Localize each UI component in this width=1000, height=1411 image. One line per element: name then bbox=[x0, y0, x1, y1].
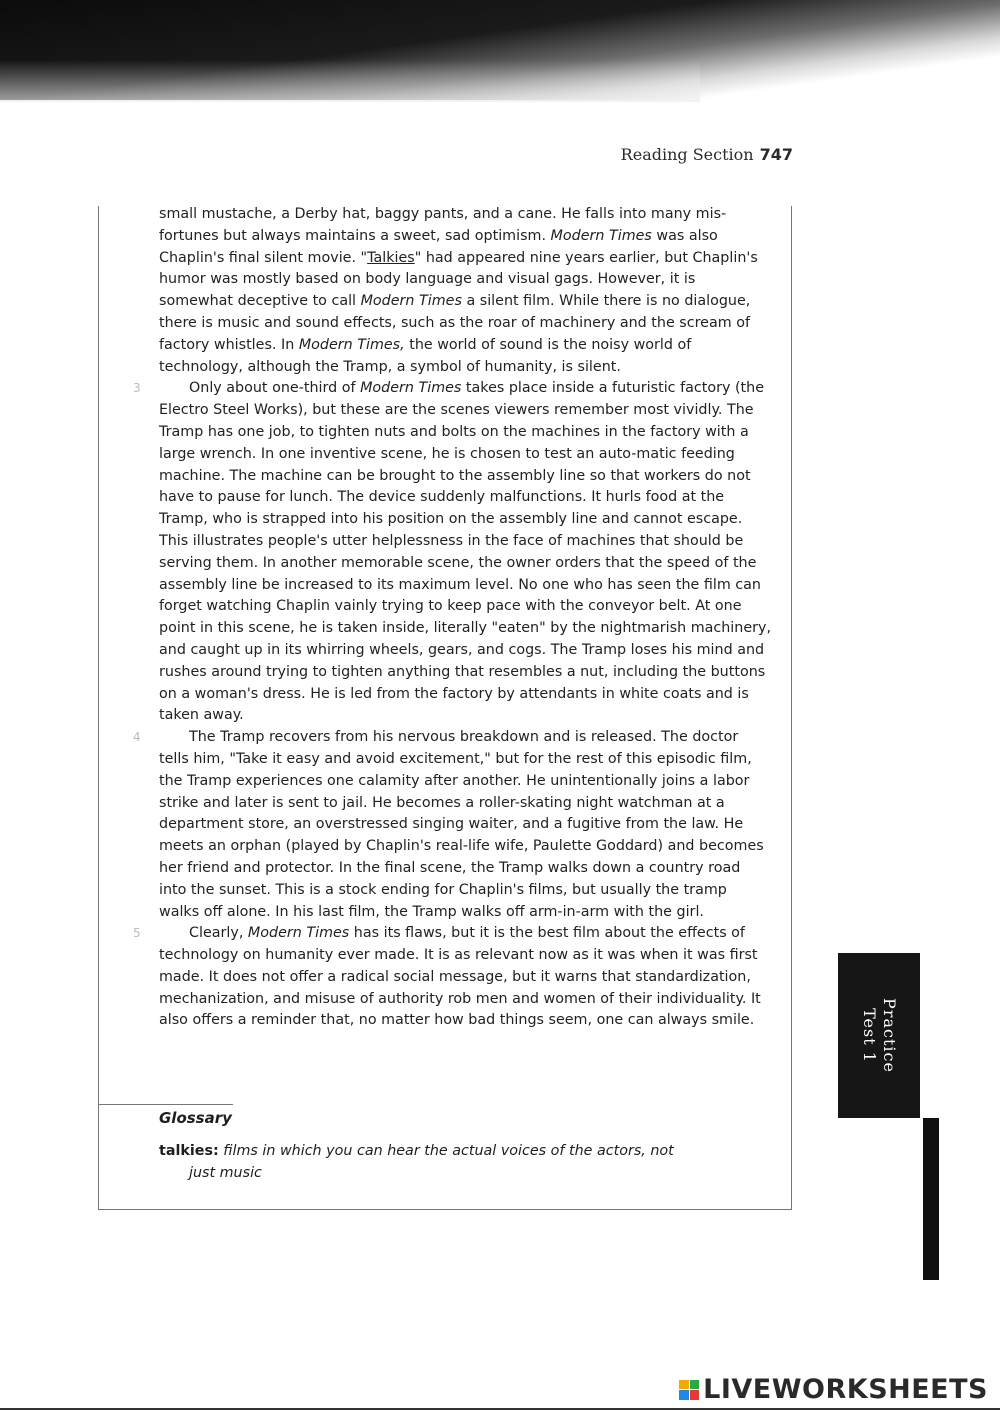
glossary-title: Glossary bbox=[159, 1109, 232, 1127]
text-segment: a silent film. While there is no dialogue, there is music and sound effects, such as the roar of machinery and the scream of factory whistles. In bbox=[159, 293, 751, 353]
glossary-entry bbox=[159, 1141, 719, 1185]
glossary-link: Talkies bbox=[367, 249, 415, 266]
film-title: Modern Times bbox=[360, 293, 462, 310]
film-title: Modern Times, bbox=[298, 336, 405, 353]
paragraph bbox=[133, 378, 772, 727]
paragraph bbox=[133, 923, 771, 1032]
logo-square bbox=[690, 1390, 700, 1400]
logo-square bbox=[679, 1390, 689, 1400]
running-head bbox=[621, 145, 793, 164]
text-segment: small mustache, a Derby hat, baggy pants, and a cane. He falls into many mis-fortunes but always maintains a sweet, sad optimism. bbox=[159, 206, 727, 244]
page-number: 747 bbox=[759, 145, 793, 164]
text-segment: was also Chaplin's final silent movie. " bbox=[159, 227, 718, 266]
text-segment: The Tramp recovers from his nervous breakdown and is released. The doctor tells him, "Take it easy and avoid excitement," but for the rest of this episodic film, the Tramp experiences one calamity after another. He unintentionally joins a labor strike and later is sent to jail. He becomes a roller-skating night watchman at a department store, an overstressed singing waiter, and a fugitive from the law. He meets an orphan (played by Chaplin's real-life wife, Paulette Goddard) and becomes her friend and protector. In the final scene, the Tramp walks down a country road into the sunset. This is a stock ending for Chaplin's films, but usually the tramp walks off alone. In his last film, the Tramp walks off arm-in-arm with the girl. bbox=[159, 729, 764, 920]
text-segment: Only about one-third of bbox=[189, 380, 361, 397]
paragraph bbox=[133, 727, 771, 923]
paragraph-number: 3 bbox=[133, 381, 141, 396]
glossary-divider bbox=[98, 1104, 233, 1105]
glossary-definition-continued: just music bbox=[189, 1164, 262, 1181]
paragraph bbox=[159, 204, 771, 378]
brand-text: LIVEWORKSHEETS bbox=[703, 1374, 988, 1405]
logo-square bbox=[690, 1380, 700, 1390]
film-title: Modern Times bbox=[247, 925, 350, 942]
tab-line-2: Test 1 bbox=[860, 1008, 879, 1063]
paragraph-number: 5 bbox=[133, 926, 141, 941]
text-segment: takes place inside a futuristic factory (the Electro Steel Works), but these are the scenes viewers remember most vividly. The Tramp has one job, to tighten nuts and bolts on the machines in the factory with a large wrench. In one inventive scene, he is chosen to test an auto-matic feeding machine. The machine can be brought to the assembly line so that workers do not have to pause for lunch. The device suddenly malfunctions. It hurls food at the Tramp, who is strapped into his position on the assembly line and cannot escape. This illustrates people's utter helplessness in the face of machines that should be serving them. In another memorable scene, the owner orders that the speed of the assembly line be increased to its maximum level. No one who has seen the film can forget watching Chaplin vainly trying to keep pace with the conveyor belt. At one point in this scene, he is taken inside, literally "eaten" by the nightmarish machinery, and caught up in its whirring wheels, gears, and cogs. The Tramp loses his mind and rushes around trying to tighten anything that resembles a nut, including the buttons on a woman's dress. He is led from the factory by attendants in white coats and is taken away. bbox=[159, 380, 772, 724]
text-segment: the world of sound is the noisy world of technology, although the Tramp, a symbol of humanity, is silent. bbox=[159, 336, 692, 375]
text-segment: Clearly, bbox=[189, 925, 248, 942]
logo-square bbox=[679, 1380, 689, 1390]
text-segment: has its flaws, but it is the best film about the effects of technology on humanity ever made. It is as relevant now as it was when it was first made. It does not offer a radical social message, but it warns that standardization, mechanization, and misuse of authority rob men and women of their individuality. It also offers a reminder that, no matter how bad things seem, one can always smile. bbox=[159, 925, 761, 1029]
film-title: Modern Times bbox=[550, 227, 652, 244]
liveworksheets-brand bbox=[679, 1374, 988, 1405]
glossary-definition: films in which you can hear the actual voices of the actors, not bbox=[223, 1143, 674, 1159]
section-title: Reading Section bbox=[620, 145, 754, 164]
edge-marker bbox=[923, 1118, 939, 1280]
article-body bbox=[133, 204, 772, 1032]
liveworksheets-logo-icon bbox=[679, 1380, 699, 1400]
practice-test-tab bbox=[838, 953, 920, 1118]
practice-test-label bbox=[838, 953, 920, 1118]
scan-shadow-fade bbox=[0, 60, 700, 102]
paragraph-number: 4 bbox=[133, 730, 141, 745]
tab-line-1: Practice bbox=[880, 998, 899, 1073]
glossary-term: talkies: bbox=[159, 1143, 219, 1159]
text-segment: " had appeared nine years earlier, but Chaplin's humor was mostly based on body language and visual gags. However, it is somewhat deceptive to call bbox=[159, 249, 758, 310]
page-bottom-rule bbox=[0, 1408, 1000, 1410]
film-title: Modern Times bbox=[360, 380, 462, 397]
